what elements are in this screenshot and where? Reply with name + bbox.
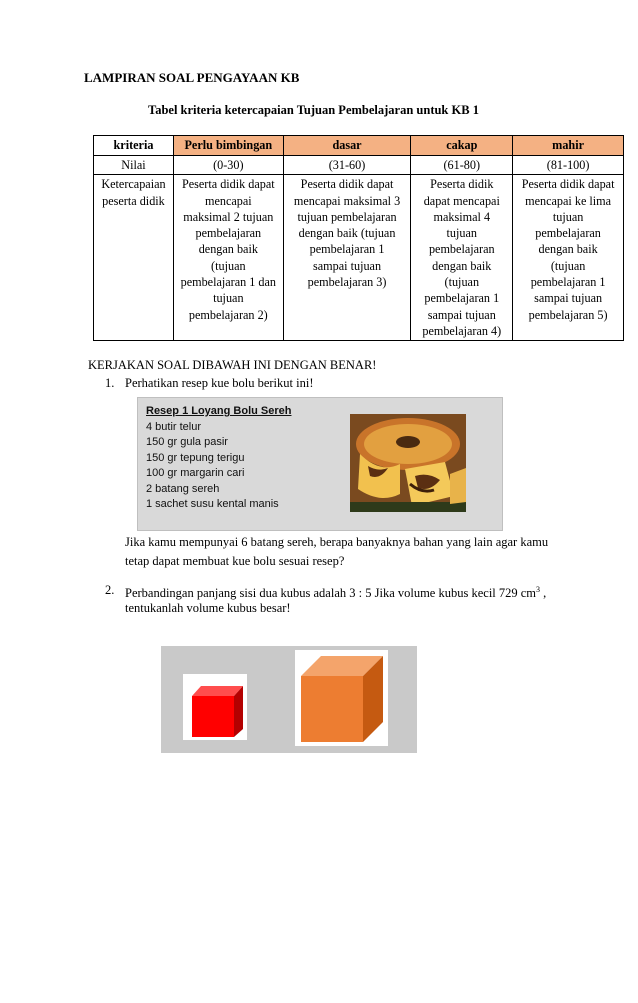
cell-line: (tujuan — [444, 275, 480, 290]
table-cell — [411, 175, 513, 341]
question-number: 1. — [105, 376, 115, 390]
question-2-line-2: tentukanlah volume kubus besar! — [125, 601, 291, 615]
cell-line: pembelajaran — [195, 226, 262, 241]
cell-line: pembelajaran 1 — [309, 242, 385, 257]
cell-line: pembelajaran — [428, 242, 495, 257]
cell-line: pembelajaran 5) — [528, 307, 608, 322]
cell-line: dengan baik — [198, 242, 258, 257]
table-cell — [173, 175, 283, 341]
question-1-line-1: Jika kamu mempunyai 6 batang sereh, berapa banyaknya bahan yang lain agar kamu — [125, 535, 549, 549]
recipe-list — [146, 404, 291, 513]
cell-line: Ketercapaian — [101, 177, 166, 192]
cell-line: Peserta didik — [430, 177, 494, 192]
cell-line: pembelajaran 1 — [530, 275, 606, 290]
recipe-box — [137, 397, 503, 531]
instruction-text: KERJAKAN SOAL DIBAWAH INI DENGAN BENAR! — [88, 358, 377, 372]
recipe-item: 4 butir telur — [146, 420, 202, 433]
table-cell: (81-100) — [513, 156, 624, 175]
header-cell: cakap — [411, 136, 513, 156]
cell-line: (tujuan — [550, 258, 586, 273]
cell-line: mencapai — [204, 193, 252, 208]
cell-line: sampai tujuan — [313, 258, 382, 273]
cell-line: Peserta didik dapat — [300, 177, 394, 192]
cell-line: tujuan — [446, 226, 478, 241]
exponent: 3 — [536, 585, 541, 594]
table-cell — [94, 175, 174, 341]
marble-cake-image — [350, 414, 466, 512]
header-cell: kriteria — [94, 136, 174, 156]
header-cell: mahir — [513, 136, 624, 156]
cell-line: dapat mencapai — [423, 193, 500, 208]
cell-line: pembelajaran 1 dan — [180, 275, 277, 290]
small-cube-icon — [183, 674, 247, 740]
table-title: Tabel kriteria ketercapaian Tujuan Pembelajaran untuk KB 1 — [148, 103, 479, 117]
table-header-row — [94, 136, 624, 156]
criteria-table — [93, 135, 624, 341]
table-cell — [283, 175, 411, 341]
table-cell — [513, 175, 624, 341]
cell-line: (tujuan — [211, 258, 246, 273]
question-1-line-2: tetap dapat membuat kue bolu sesuai resep? — [125, 554, 345, 568]
question-number: 2. — [105, 583, 115, 597]
cell-line: pembelajaran — [535, 226, 601, 241]
cell-line: mencapai maksimal 3 — [293, 193, 401, 208]
cell-line: tujuan — [552, 209, 584, 224]
cell-line: pembelajaran 1 — [424, 291, 500, 306]
page-heading: LAMPIRAN SOAL PENGAYAAN KB — [84, 70, 300, 85]
big-cube-icon — [295, 650, 388, 746]
table-row-nilai — [94, 156, 624, 175]
cubes-figure — [161, 646, 417, 753]
table-cell: (0-30) — [173, 156, 283, 175]
table-cell: (31-60) — [283, 156, 411, 175]
recipe-item: 150 gr gula pasir — [146, 436, 228, 448]
cell-line: sampai tujuan — [534, 291, 603, 306]
cell-line: tujuan pembelajaran — [297, 209, 397, 224]
recipe-item: 150 gr tepung terigu — [146, 451, 245, 464]
recipe-item: 2 batang sereh — [146, 482, 220, 495]
cell-line: dengan baik — [432, 258, 492, 273]
cell-line: pembelajaran 3) — [307, 275, 387, 290]
question-2-text-end: , — [540, 586, 547, 601]
cell-line: peserta didik — [102, 193, 165, 208]
cell-line: maksimal 2 tujuan — [183, 209, 274, 224]
cell-line: dengan baik (tujuan — [298, 226, 396, 241]
cell-line: Peserta didik dapat — [521, 177, 615, 192]
cell-line: sampai tujuan — [427, 307, 496, 322]
cell-line: maksimal 4 — [433, 209, 491, 224]
cell-line: pembelajaran 4) — [422, 323, 502, 338]
question-2-text: Perbandingan panjang sisi dua kubus adalah 3 : 5 Jika volume kubus kecil 729 cm — [125, 586, 537, 601]
header-cell: Perlu bimbingan — [173, 136, 283, 156]
cell-line: dengan baik — [538, 242, 598, 257]
table-row-ketercapaian — [94, 175, 624, 341]
question-text: Perhatikan resep kue bolu berikut ini! — [125, 376, 314, 390]
cell-line: tujuan — [213, 291, 244, 306]
cell-line: pembelajaran 2) — [188, 307, 268, 322]
recipe-title: Resep 1 Loyang Bolu Sereh — [146, 405, 292, 417]
table-cell: (61-80) — [411, 156, 513, 175]
small-cube-frame — [183, 674, 247, 740]
cell-line: Peserta didik dapat — [181, 177, 275, 192]
table-cell: Nilai — [94, 156, 174, 175]
recipe-item: 1 sachet susu kental manis — [146, 498, 279, 510]
header-cell: dasar — [283, 136, 411, 156]
big-cube-frame — [295, 650, 388, 746]
cell-line: mencapai ke lima — [525, 193, 612, 208]
recipe-item: 100 gr margarin cari — [146, 467, 245, 479]
